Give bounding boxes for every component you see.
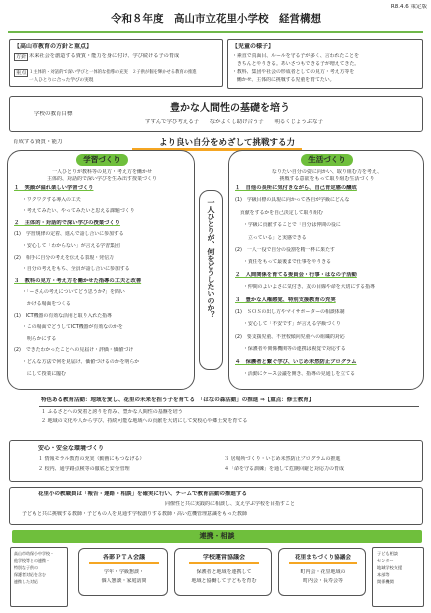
- learning-desc-2: 主体的、対話的で深い学びを生み出す授業づくり: [46, 176, 157, 182]
- list-item: ・安心して「わからない」が言える学習集団: [22, 243, 120, 249]
- partner-group-line: 保護者と地域を連携して: [196, 569, 252, 575]
- children-status-box: [227, 39, 423, 89]
- list-item: (1) 学習規律の定着、進んで話し合いに参加する: [14, 231, 124, 238]
- partner-group-town: [278, 548, 366, 596]
- list-item: (2) 相手に自分の考えを伝える表現・発信力: [14, 254, 114, 261]
- children-line: ・素直で真面目、ルールを守る子が多く、言われたことを: [232, 53, 359, 59]
- left-note-line: 他学校等との連携・: [14, 558, 50, 563]
- safety-box: [9, 440, 423, 482]
- partner-group-title: 各部ＰＴＡ会議: [102, 554, 145, 561]
- list-heading: ３ 教科の見方・考え方を働かせた指導の工夫と改善: [14, 277, 142, 284]
- partner-group-underline: [189, 562, 259, 564]
- focus-line-1: １主体的・対話的で深い学びと一体的な指導の充実 ２子供が個を輝かせる教育の推進: [29, 70, 197, 75]
- list-item: (2) できたわかったことへの見届け・評価・価値づけ: [14, 347, 134, 354]
- safety-item: ３ 居場所づくり・いじめ未然防止プログラムの推進: [224, 456, 341, 462]
- list-heading: ３ 豊かな人権感覚、特別支援教育の充実: [235, 296, 336, 303]
- right-note-line: 子ども相談: [377, 551, 398, 556]
- children-line: きちんとやりきる。あいさつもできる子が増えてきた。: [232, 61, 360, 67]
- partners-bar-label: 連携・相談: [199, 532, 235, 540]
- focus-tag: 重点: [16, 70, 27, 76]
- list-item: (1) 学級目標の具現に向かって各自が学級にどんな: [235, 197, 350, 204]
- teachers-line-2: 子どもと共に挑戦する教師・子どもの人を見通す学校創りする教師・高い危機管理意識をもった教師: [22, 511, 248, 517]
- partner-group-title: 学校運営協議会: [202, 554, 245, 561]
- school-goal-main: 豊かな人間性の基礎を培う: [170, 103, 290, 114]
- list-item: (1) ＳＯＳの出し方やマイサポーターの相談体制: [235, 309, 345, 315]
- list-item: ・「ーさんの考えについてどう思うか?」を問い: [22, 289, 125, 296]
- city-policy-heading: 【高山市教育の方針と重点】: [14, 43, 93, 50]
- list-item: ・安心して「不安です」が言える学級づくり: [243, 321, 341, 328]
- right-note-line: 本部等: [377, 572, 390, 577]
- center-question-box: [199, 190, 223, 370]
- partners-left-note: [10, 547, 68, 607]
- title-divider: [8, 31, 423, 33]
- list-item: ・ワクワクする導入の工夫: [22, 196, 81, 203]
- features-line-1: １ ふるさとへの愛着と誇りを育み、豊かな人間性の基盤を培う: [41, 409, 183, 415]
- quality-row: [11, 138, 423, 148]
- partner-group-line: 町内会・花里地域の: [300, 569, 346, 575]
- learning-box: [7, 150, 195, 390]
- right-note-line: センター: [377, 558, 394, 563]
- date-label: R8.4.6 策定版: [390, 4, 427, 10]
- list-item: (2) 要支援児童、不登校傾向児童への組織的対応: [235, 333, 345, 340]
- life-heading: 生活づくり: [308, 155, 346, 164]
- partner-group-line: 町内会・長寿会等: [302, 578, 343, 584]
- life-list: [235, 185, 419, 385]
- partner-group-line: 個人懇談・家庭訪問: [101, 578, 147, 584]
- list-item: (2) 一人一役で自分の役割を精一杯に果たす: [235, 247, 335, 253]
- list-item: にして授業に臨む: [22, 370, 67, 377]
- partner-group-pta: [78, 548, 168, 596]
- partner-group-title: 花里まちづくり協議会: [295, 555, 351, 561]
- life-box: [228, 150, 424, 390]
- school-goal-label: 学校の教育目標: [34, 111, 73, 117]
- list-item: ・責任をもって最後まで仕事をやりきる: [243, 259, 332, 266]
- left-note-line: 保護者対応を含む: [14, 572, 46, 577]
- list-item: 明らかにする: [22, 335, 57, 342]
- list-item: ・考えてみたい、やってみたいと思える課題づくり: [22, 208, 135, 215]
- list-item: ・活動にケース会議を開き、指導の見通しを立てる: [243, 371, 356, 377]
- school-goal-sub: すすんで学び考える子 なかよくし助け合う子 明るくじょうぶな子: [145, 119, 323, 125]
- partner-group-council: [174, 548, 272, 596]
- safety-heading: 安心・安全な環境づくり: [38, 445, 105, 452]
- focus-line-2: 一人ひとりに合った学びの実現: [29, 78, 94, 83]
- list-item: ・この場面でどうしてICT機器が有効なのかを: [22, 324, 123, 331]
- list-item: ・仲間のよいよさに気付き、友の目線や命を大切にする指導: [243, 284, 375, 291]
- features-line-2: ２ 地域の文化や人から学び、持続可能な地域への貢献を大切にして愛校心や郷土愛を育てる: [41, 418, 248, 424]
- learning-heading: 学習づくり: [83, 155, 121, 164]
- partner-group-underline: [289, 562, 357, 564]
- list-heading: １ 笑顔が溢れ楽しい学習づくり: [14, 185, 94, 191]
- left-note-line: 特別な子供の: [14, 565, 38, 570]
- list-heading: ２ 人間関係を育てる委員会・行事・はなの子活動: [235, 271, 357, 278]
- list-item: (1) ICT機器の有効な活用と取り入れた指導: [14, 312, 112, 319]
- list-heading: ４ 保護者と繋ぐ学び、いじめ未然防止プログラム: [235, 358, 357, 365]
- teachers-box: [9, 487, 423, 525]
- list-item: ・自分の考えをもち、全員が話し合いに参加する: [22, 266, 130, 273]
- list-item: ・保護者や関係機関等の連携は視覚で対応する: [243, 346, 346, 353]
- teachers-line-1: 同僚性と共に実践的に相談し、支え学ぶ学校を目指すこと: [164, 501, 295, 507]
- features-divider: [39, 406, 419, 407]
- learning-list: [14, 185, 190, 385]
- center-question: 一人ひとりが、何をどうしたいのか？: [207, 199, 215, 318]
- safety-item: ２ 校内、通学路点検等の徹底と安全管理: [38, 466, 130, 472]
- list-item: ・学級に貢献することで「自分は仲間の役に: [243, 222, 341, 229]
- list-item: 立っている」と実感できる: [243, 234, 307, 241]
- list-item: かける場面をつくる: [22, 301, 71, 307]
- list-heading: ２ 主体的・対話的で深い学びの授業づくり: [14, 219, 120, 226]
- list-item: 貢献をするかを自己決定して取り組む: [235, 209, 324, 216]
- quality-label: 育成する資質・能力: [13, 139, 63, 145]
- right-note-line: 地域学校支援: [377, 565, 403, 570]
- right-note-line: 関係機関: [377, 579, 394, 584]
- learning-desc-1: 一人ひとりが教科等の見方・考え方を働かせ: [51, 169, 152, 175]
- page-title: 令和８年度 高山市立花里小学校 経営構想: [111, 13, 321, 25]
- city-policy-box: [9, 39, 223, 87]
- life-desc-2: 挑戦する意欲をもって取り組む生活づくり: [279, 176, 375, 182]
- children-line: ・教科、集団や社会の形成者としての見方・考え方等を: [232, 69, 355, 75]
- safety-item: １ 情報モラル教育の充実（動画にもつなげる）: [38, 456, 145, 462]
- children-heading: 【児童の様子】: [232, 43, 275, 50]
- policy-text: 未来社会を創造する資質・能力を身に付け、学び続ける子の育成: [29, 53, 180, 59]
- safety-item: ４「命を守る訓練」を通して危険回避と対応力の育成: [224, 466, 345, 472]
- partners-bar: [12, 530, 422, 543]
- school-goal-box: [9, 96, 423, 132]
- children-line: 働かせ、主体的に挑戦する児童を育てたい。: [232, 77, 335, 83]
- left-note-line: 高山市幼保小中学校・: [14, 551, 54, 556]
- policy-tag: 方針: [16, 54, 27, 60]
- features-heading: 特色ある教育活動：地域を愛し、花里の未来を担う子を育てる 「はなの森活動」の推進 ⇒【重点：修士教育】: [41, 397, 315, 403]
- list-heading: １ 自他の長所に気付きながら、自己肯定感の醸成: [235, 185, 357, 191]
- left-note-line: 連携した対応: [14, 579, 38, 584]
- quality-main: より良い自分をめざして挑戦する力: [158, 138, 295, 148]
- partner-group-line: 学年・学級懇談・: [103, 569, 144, 575]
- life-desc-1: なりたい自分の姿に向かい、取り組む力を考え、: [271, 169, 383, 175]
- teachers-heading: 花里小の教職員は「報告・連絡・相談」を確実に行い、チームで教育活動の推進する: [38, 491, 248, 497]
- partners-right-note: [372, 547, 424, 607]
- partner-group-underline: [89, 562, 159, 564]
- list-item: ・どんな方法で何を見届け、価値づけるのかを明らか: [22, 359, 140, 365]
- features-section: [9, 396, 423, 434]
- partner-group-line: 地域と協働して子どもを育む: [191, 578, 257, 584]
